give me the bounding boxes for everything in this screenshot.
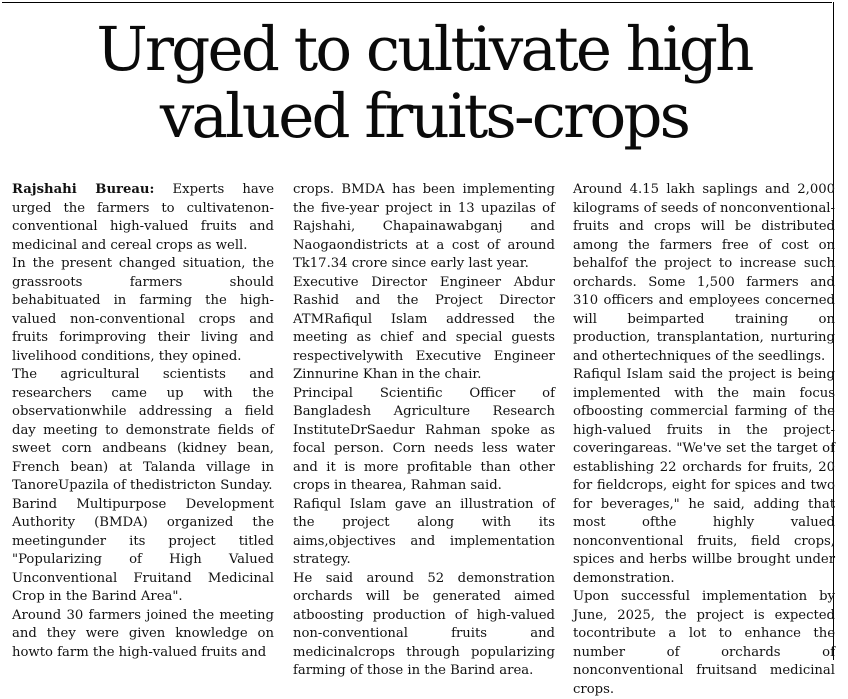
headline [0,16,848,150]
article-paragraph: In the present changed situation, the grassroots farmers should behabituated in farming the high-valued non-conventional crops and fruits forimproving their living and livelihood conditions, they opined. [12,256,274,364]
paragraph-text: Experts have urged the farmers to cultivatenon-conventional high-valued fruits and medicinal and cereal crops as well. [12,182,274,253]
article-paragraph: Upon successful implementation by June, 2025, the project is expected tocontribute a lot to enhance the number of orchards of nonconventional fruitsand medicinal crops. [573,589,835,697]
article-paragraph: crops. BMDA has been implementing the five-year project in 13 upazilas of Rajshahi, Chapainawabganj and Naogaondistricts at a cost of around Tk17.34 crore since early last year. [293,182,555,271]
article-paragraph: He said around 52 demonstration orchards will be generated aimed atboosting production of high-valued non-conventional fruits and medicinalcrops through popularizing farming of those in the Barind area. [293,570,555,678]
dateline: Rajshahi Bureau: [12,182,155,197]
article-paragraph: Around 4.15 lakh saplings and 2,000 kilograms of seeds of nonconventional-fruits and crops will be distributed among the farmers free of cost on behalfof the project to increase such orchards. Some 1,500 farmers and 310 officers and employees concerned will beimparted training on production, transplantation, nurturing and othertechniques of the seedlings. [573,182,835,364]
top-border-rule [2,2,832,3]
article-column-1 [12,181,274,659]
article-paragraph: Rafiqul Islam gave an illustration of the project along with its aims,objectives and implementation strategy. [293,496,555,567]
article-paragraph: Barind Multipurpose Development Authority (BMDA) organized the meetingunder its project titled "Popularizing of High Valued Unconventional Fruitand Medicinal Crop in the Barind Area". [12,496,274,604]
article-paragraph: The agricultural scientists and researchers came up with the observationwhile addressing a field day meeting to demonstrate fields of sweet corn andbeans (kidney bean, French bean) at Talanda village in TanoreUpazila of thedistricton Sunday. [12,367,274,493]
article-paragraph [12,181,274,255]
article-column-3 [573,181,835,697]
article-paragraph: Executive Director Engineer Abdur Rashid and the Project Director ATMRafiqul Islam addressed the meeting as chief and special guests respectivelywith Executive Engineer Zinnurine Khan in the chair. [293,274,555,382]
article-column-2 [293,181,555,678]
article-paragraph: Rafiqul Islam said the project is being implemented with the main focus ofboosting commercial farming of the high-valued fruits in the project-coveringareas. "We've set the target of establishing 22 orchards for fruits, 20 for fieldcrops, eight for spices and two for beverages," he said, adding that most ofthe highly valued nonconventional fruits, field crops, spices and herbs willbe brought under demonstration. [573,367,835,586]
headline-line-2: valued fruits-crops [159,81,689,152]
headline-line-1: Urged to cultivate high [96,14,752,85]
article-paragraph: Around 30 farmers joined the meeting and they were given knowledge on howto farm the high-valued fruits and [12,607,274,660]
article-paragraph: Principal Scientific Officer of Bangladesh Agriculture Research InstituteDrSaedur Rahman spoke as focal person. Corn needs less water and it is more profitable than other crops in thearea, Rahman said. [293,385,555,493]
